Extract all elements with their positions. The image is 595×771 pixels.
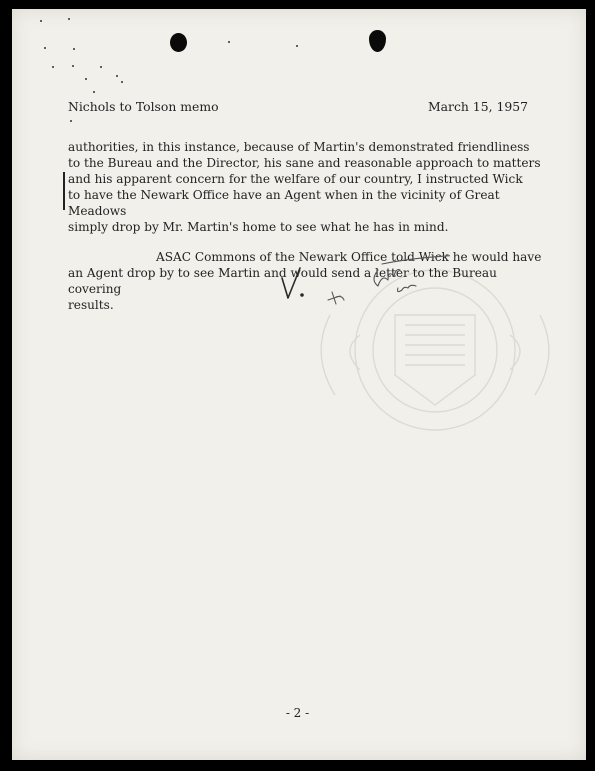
speck: [93, 91, 95, 93]
speck: [40, 20, 42, 22]
speck: [116, 75, 118, 77]
speck: [100, 66, 102, 68]
speck: [73, 48, 75, 50]
speck: [296, 45, 298, 47]
binder-hole-left: [170, 33, 187, 52]
memo-date: March 15, 1957: [427, 99, 528, 114]
page-number: - 2 -: [285, 706, 310, 720]
speck: [72, 65, 74, 67]
speck: [52, 66, 54, 68]
speck: [44, 47, 46, 49]
speck: [70, 120, 72, 122]
memo-title: Nichols to Tolson memo: [68, 99, 219, 114]
speck: [121, 81, 123, 83]
margin-mark: [63, 172, 65, 210]
paragraph-2: ASAC Commons of the Newark Office told Wick he would have an Agent drop by to see Martin and would send a letter to the Bureau covering results.: [68, 250, 542, 312]
speck: [85, 78, 87, 80]
handwritten-initials: [270, 240, 450, 310]
paragraph-1: authorities, in this instance, because of Martin's demonstrated friendliness to the Bureau and the Director, his sane and reasonable approach to matters and his apparent concern for the welfare of our country, I instructed Wick to have the Newark Office have an Agent when in the vicinity of Great Meadows simply drop by Mr. Martin's home to see what he has in mind.: [68, 140, 541, 234]
speck: [228, 41, 230, 43]
speck: [68, 18, 70, 20]
